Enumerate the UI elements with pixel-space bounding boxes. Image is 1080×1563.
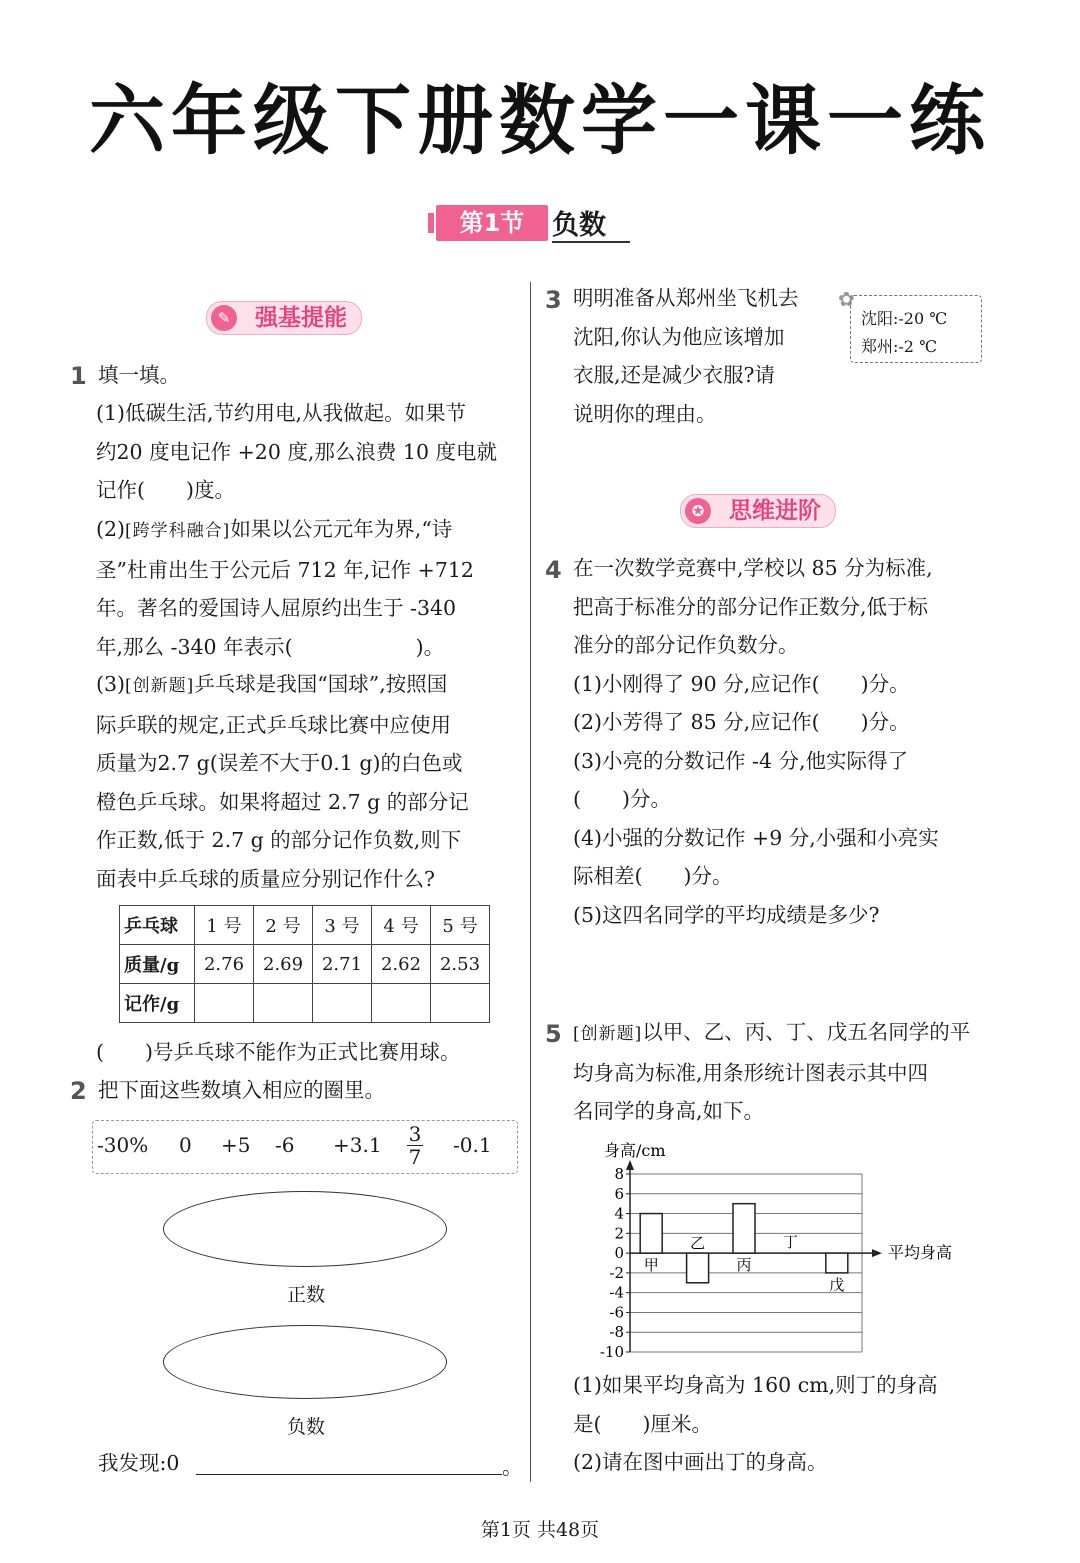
tick-label: -10 <box>599 1343 624 1361</box>
q1-stem: 填一填。 <box>98 363 180 387</box>
chart-ticks <box>600 1165 630 1361</box>
q5-line: 均身高为标准,用条形统计图表示其中四 <box>573 1060 929 1085</box>
answer-cell[interactable] <box>313 984 372 1023</box>
q2-found: 我发现:0 <box>98 1451 180 1475</box>
category-label: 甲 <box>643 1256 659 1275</box>
number-item: 0 <box>179 1133 192 1157</box>
q3-number: 3 <box>545 286 562 314</box>
q2-found-end: 。 <box>502 1455 523 1479</box>
fraction <box>407 1123 423 1168</box>
q1-p2-line: 年,那么 -340 年表示( )。 <box>96 634 445 659</box>
category-label: 戊 <box>829 1275 845 1294</box>
q1-p3-line: 乒乓球是我国“国球”,按照国 <box>194 672 448 696</box>
q1-p3-label: (3) <box>96 672 126 696</box>
answer-cell[interactable] <box>195 984 254 1023</box>
q4-line: (1)小刚得了 90 分,应记作( )分。 <box>573 671 910 696</box>
q4-number: 4 <box>545 556 562 584</box>
answer-cell[interactable] <box>372 984 431 1023</box>
q1-after-table: ( )号乒乓球不能作为正式比赛用球。 <box>96 1040 461 1064</box>
pill-basic <box>206 301 362 335</box>
q1-p2-line: 圣”杜甫出生于公元后 712 年,记作 +712 <box>96 557 474 582</box>
number-item: -6 <box>275 1133 295 1157</box>
positive-ellipse[interactable] <box>163 1191 447 1267</box>
bar <box>826 1253 848 1273</box>
negative-label: 负数 <box>286 1416 325 1438</box>
tick-label: 4 <box>614 1204 624 1223</box>
pingpong-table <box>119 905 490 1023</box>
bar <box>687 1253 709 1283</box>
y-axis-arrow <box>626 1160 634 1170</box>
q5-line: 名同学的身高,如下。 <box>573 1099 765 1123</box>
number-item: -0.1 <box>453 1133 492 1157</box>
table-row <box>120 945 490 984</box>
number-item: -30% <box>97 1133 149 1157</box>
table-row-label: 质量/g <box>120 945 195 984</box>
q3-text <box>573 279 843 433</box>
tick-label: -8 <box>609 1323 624 1342</box>
q1-p3-line: 作正数,低于 2.7 g 的部分记作负数,则下 <box>96 828 462 852</box>
section-underline <box>552 241 630 243</box>
q4-line: ( )分。 <box>573 787 671 811</box>
table-cell: 2.69 <box>254 945 313 984</box>
q3-line: 衣服,还是减少衣服?请 <box>573 363 776 387</box>
tag-cross-subject: [跨学科融合] <box>125 521 231 541</box>
page-title: 六年级下册数学一课一练 <box>89 76 991 165</box>
q4-line: 在一次数学竞赛中,学校以 85 分为标准, <box>573 556 933 580</box>
q5-sub-line: (1)如果平均身高为 160 cm,则丁的身高 <box>573 1373 938 1397</box>
q1-p2-line: 年。著名的爱国诗人屈原约出生于 -340 <box>96 596 457 620</box>
section-badge: 第1节 <box>436 205 548 241</box>
q5-line: 以甲、乙、丙、丁、戊五名同学的平 <box>642 1020 971 1044</box>
q1-p3-line: 橙色乒乓球。如果将超过 2.7 g 的部分记 <box>96 789 469 814</box>
tick-label: 8 <box>614 1165 624 1183</box>
tick-label: 6 <box>614 1184 624 1203</box>
table-row-label: 记作/g <box>120 984 195 1023</box>
q4-line: (2)小芳得了 85 分,应记作( )分。 <box>573 710 910 734</box>
q4-line: 准分的部分记作负数分。 <box>573 633 799 657</box>
answer-cell[interactable] <box>254 984 313 1023</box>
q1-part3 <box>96 665 526 898</box>
q3-line: 明明准备从郑州坐飞机去 <box>573 286 799 310</box>
pin-icon: ✿ <box>838 287 855 311</box>
q1-part2 <box>96 510 526 666</box>
category-label: 丙 <box>736 1256 752 1275</box>
table-cell: 2.76 <box>195 945 254 984</box>
q4-line: (4)小强的分数记作 +9 分,小强和小亮实 <box>573 825 939 850</box>
medal-icon: ✪ <box>685 498 711 524</box>
table-header: 乒乓球 <box>120 906 195 945</box>
x-axis-arrow <box>872 1249 882 1257</box>
table-cell: 2.62 <box>372 945 431 984</box>
table-header: 5 号 <box>431 906 490 945</box>
bar <box>640 1214 662 1254</box>
table-row <box>120 984 490 1023</box>
q1-p3-line: 际乒联的规定,正式乒乓球比赛中应使用 <box>96 712 452 737</box>
q4-text <box>573 549 993 934</box>
tag-innovation: [创新题] <box>125 676 195 696</box>
q5-number: 5 <box>545 1020 562 1048</box>
q2-stem: 把下面这些数填入相应的圈里。 <box>98 1078 385 1102</box>
bar <box>733 1204 755 1253</box>
q3-line: 说明你的理由。 <box>573 401 717 426</box>
q1-p3-line: 质量为2.7 g(误差不大于0.1 g)的白色或 <box>96 751 463 775</box>
answer-line[interactable] <box>196 1474 502 1475</box>
pill-advanced <box>680 494 836 528</box>
tick-label: 0 <box>614 1244 624 1263</box>
q1-p1-line: 记作( )度。 <box>96 478 235 502</box>
fraction-denominator: 7 <box>408 1145 422 1169</box>
tag-innovation: [创新题] <box>573 1024 643 1044</box>
chart-baseline-label: 平均身高 <box>888 1243 953 1262</box>
column-divider <box>530 282 531 1482</box>
q1-p1-line: (1)低碳生活,节约用电,从我做起。如果节 <box>96 401 467 425</box>
q5-sub-line: (2)请在图中画出丁的身高。 <box>573 1450 828 1474</box>
table-header: 1 号 <box>195 906 254 945</box>
q4-line: 际相差( )分。 <box>573 864 733 888</box>
pill-advanced-label: 思维进阶 <box>729 498 821 524</box>
answer-cell[interactable] <box>431 984 490 1023</box>
height-chart <box>570 1130 990 1366</box>
tick-label: -6 <box>609 1303 624 1322</box>
tick-label: -2 <box>609 1263 624 1282</box>
section-name: 负数 <box>552 210 606 241</box>
negative-ellipse[interactable] <box>163 1325 447 1399</box>
q5-text <box>573 1013 993 1131</box>
q4-line: (3)小亮的分数记作 -4 分,他实际得了 <box>573 748 909 773</box>
q1-number: 1 <box>70 362 87 390</box>
q1-part1 <box>96 394 526 510</box>
q1-p2-label: (2) <box>96 517 126 541</box>
table-cell: 2.53 <box>431 945 490 984</box>
q4-line: (5)这四名同学的平均成绩是多少? <box>573 902 880 927</box>
tick-label: -4 <box>609 1283 624 1302</box>
q1-p2-line: 如果以公元元年为界,“诗 <box>230 517 453 541</box>
q4-line: 把高于标准分的部分记作正数分,低于标 <box>573 594 929 619</box>
temp-shenyang: 沈阳:-20 ℃ <box>861 309 948 328</box>
q3-line: 沈阳,你认为他应该增加 <box>573 324 785 349</box>
table-row <box>120 906 490 945</box>
table-header: 4 号 <box>372 906 431 945</box>
number-item: +5 <box>221 1133 251 1157</box>
category-label: 乙 <box>690 1234 706 1253</box>
q5-sub <box>573 1366 993 1482</box>
number-item: +3.1 <box>333 1133 382 1157</box>
q1-p3-line: 面表中乒乓球的质量应分别记作什么? <box>96 866 435 891</box>
tick-label: 2 <box>614 1224 624 1243</box>
temp-zhengzhou: 郑州:-2 ℃ <box>861 337 937 356</box>
table-cell: 2.71 <box>313 945 372 984</box>
positive-label: 正数 <box>286 1284 325 1306</box>
page-footer: 第1页 共48页 <box>480 1519 600 1541</box>
number-box <box>92 1120 518 1174</box>
fraction-numerator: 3 <box>408 1122 422 1146</box>
category-label: 丁 <box>782 1233 798 1252</box>
q1-p1-line: 约20 度电记作 +20 度,那么浪费 10 度电就 <box>96 439 498 464</box>
temperature-box <box>850 295 982 363</box>
chart-ylabel: 身高/cm <box>604 1141 666 1160</box>
q2-number: 2 <box>70 1077 87 1105</box>
table-header: 3 号 <box>313 906 372 945</box>
pill-basic-label: 强基提能 <box>255 305 347 331</box>
q5-sub-line: 是( )厘米。 <box>573 1411 712 1436</box>
pencil-icon: ✎ <box>211 305 237 331</box>
table-header: 2 号 <box>254 906 313 945</box>
